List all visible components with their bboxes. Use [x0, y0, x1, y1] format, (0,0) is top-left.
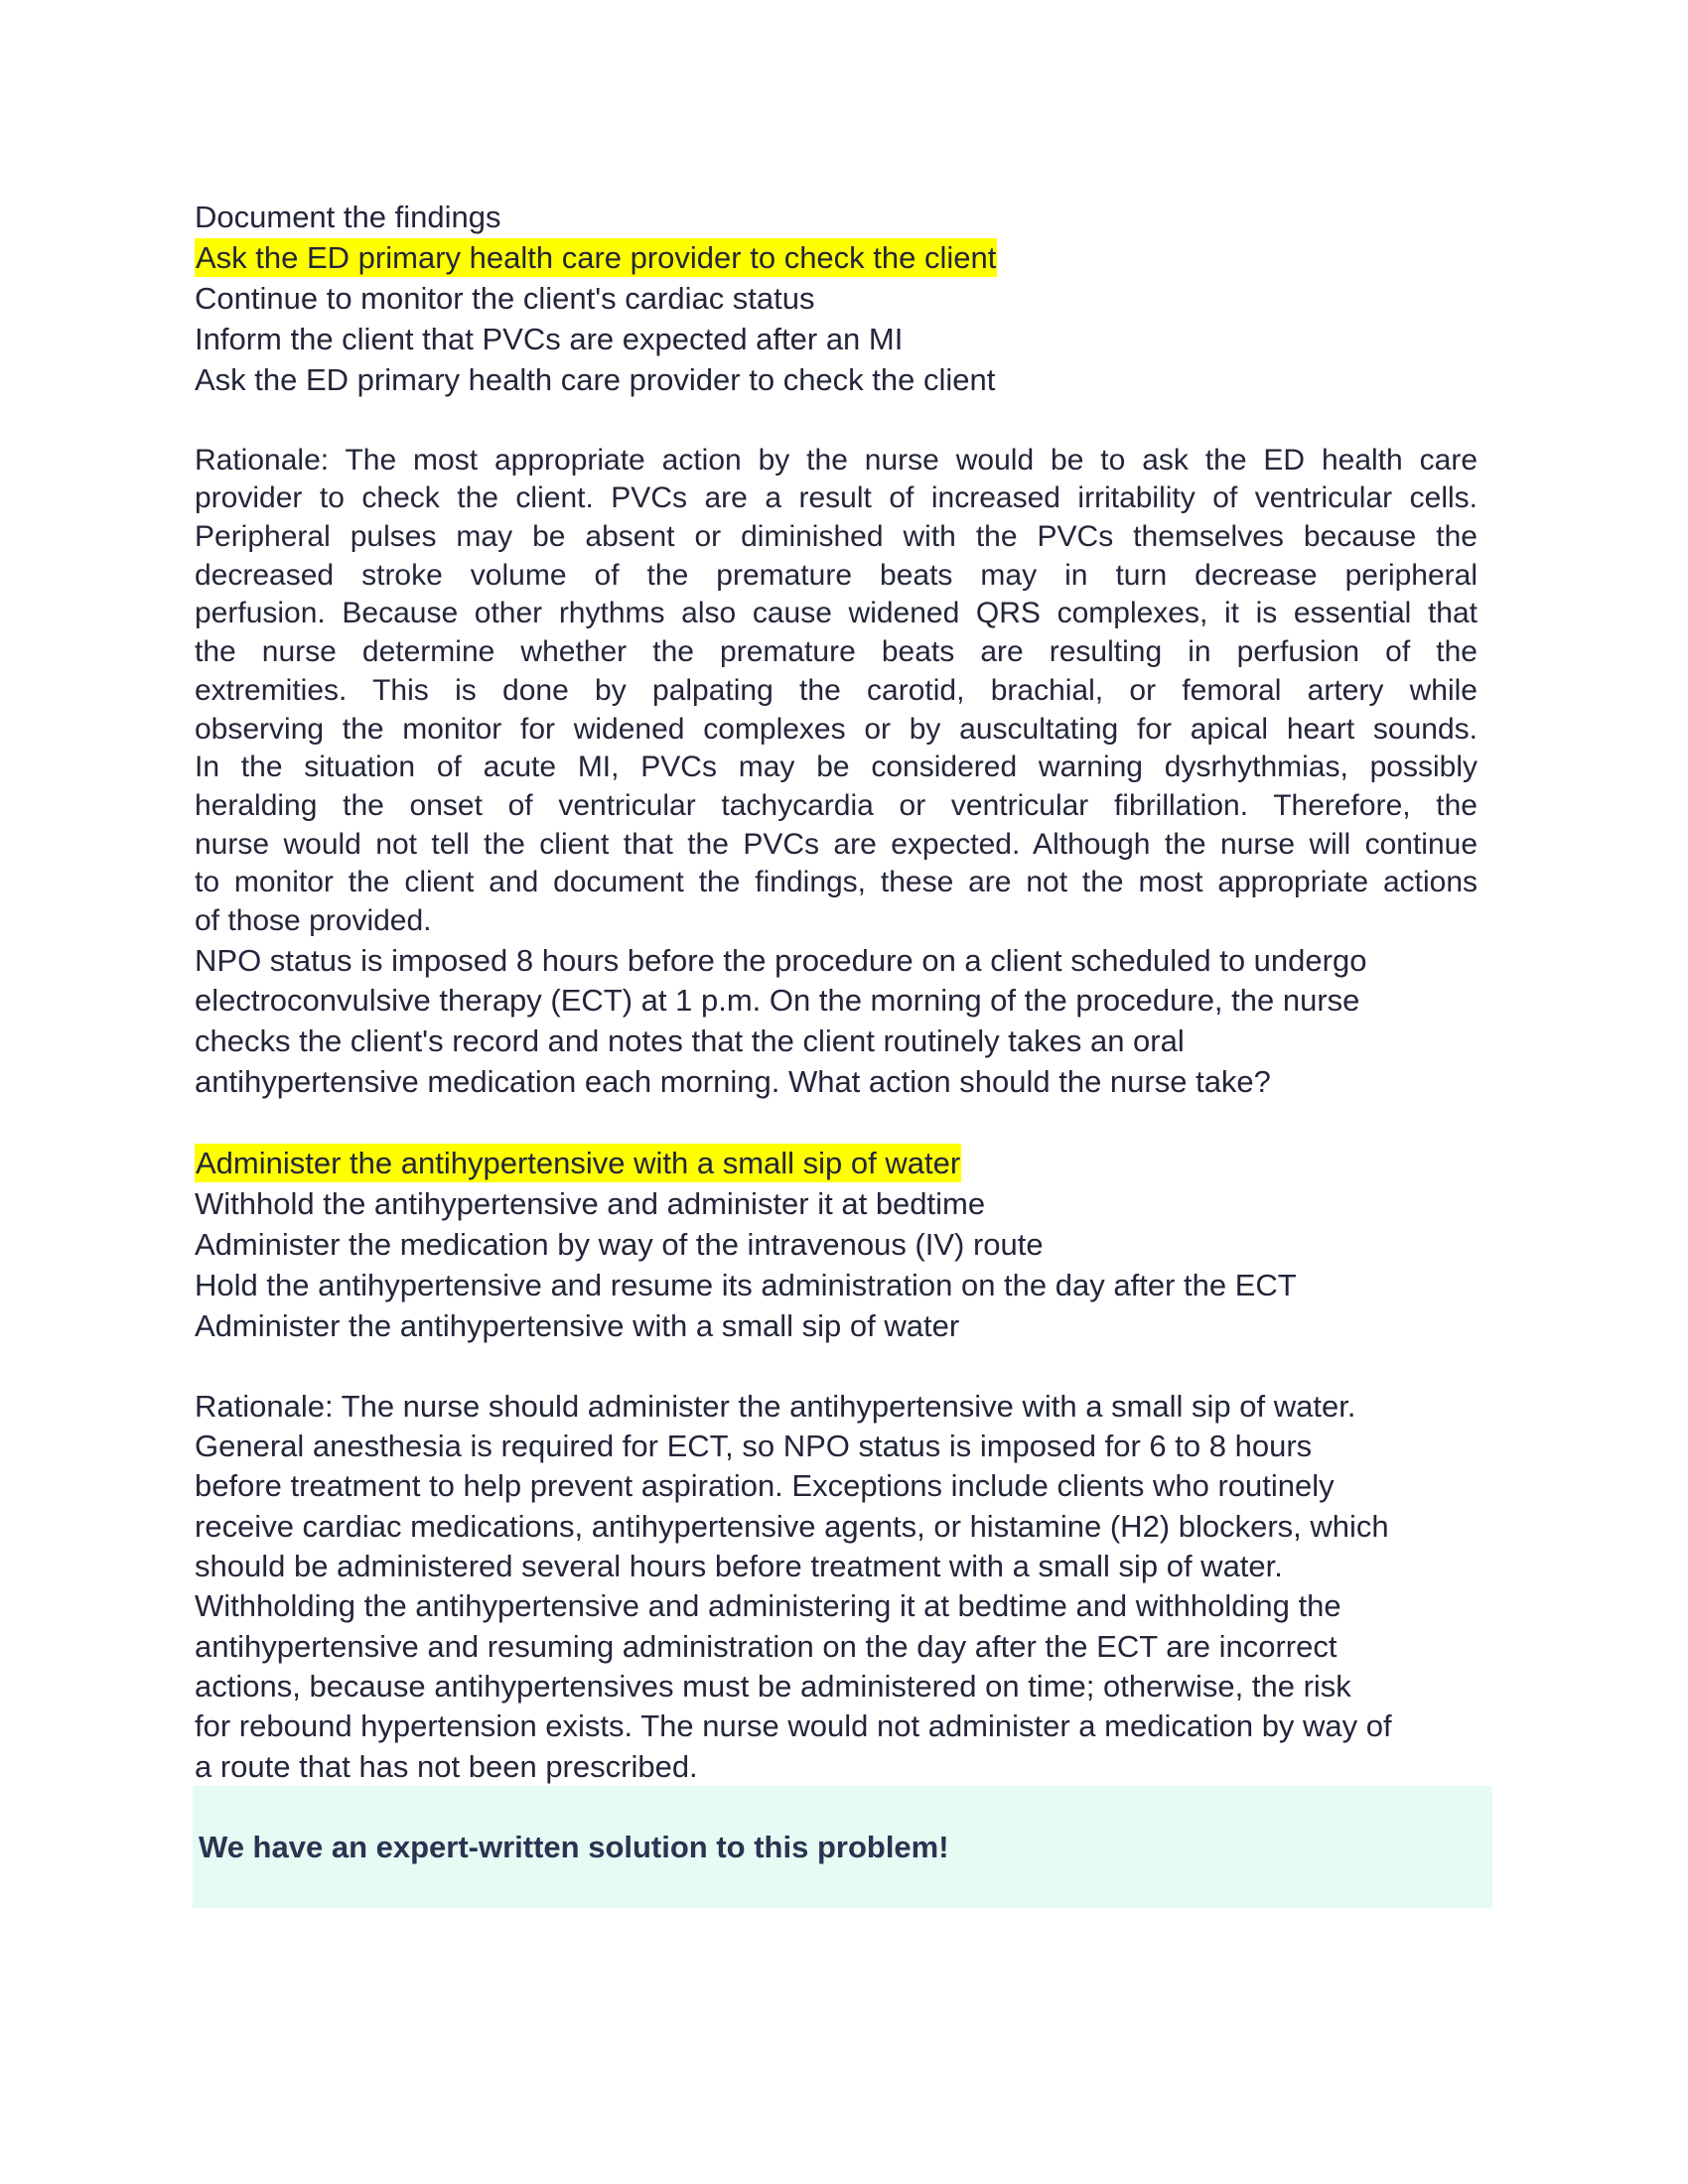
rationale-line-text: Rationale: The most appropriate action by the nurse would be to ask the ED health care	[195, 443, 1477, 477]
answer-option-text: Hold the antihypertensive and resume its administration on the day after the ECT	[195, 1267, 1297, 1302]
rationale-line	[195, 1747, 698, 1787]
question-line-text: electroconvulsive therapy (ECT) at 1 p.m. On the morning of the procedure, the nurse	[195, 983, 1360, 1019]
rationale-line	[195, 1427, 1312, 1466]
question-line	[195, 1022, 1185, 1062]
rationale-line-text: Rationale: The nurse should administer the antihypertensive with a small sip of water.	[195, 1388, 1356, 1424]
question-line-text: NPO status is imposed 8 hours before the procedure on a client scheduled to undergo	[195, 942, 1367, 978]
rationale-line-text: before treatment to help prevent aspiration. Exceptions include clients who routinely	[195, 1468, 1335, 1504]
question-line-text: antihypertensive medication each morning. What action should the nurse take?	[195, 1063, 1271, 1099]
rationale-line-text: should be administered several hours before treatment with a small sip of water.	[195, 1549, 1283, 1584]
rationale-line	[195, 787, 1477, 826]
rationale-line	[195, 1586, 1341, 1626]
answer-option-text: Administer the medication by way of the intravenous (IV) route	[195, 1226, 1044, 1262]
rationale-line-text: to monitor the client and document the findings, these are not the most appropriate actions	[195, 866, 1477, 899]
rationale-line-text: of those provided.	[195, 904, 432, 938]
rationale-line	[195, 633, 1477, 672]
expert-solution-text: We have an expert-written solution to this problem!	[199, 1830, 949, 1864]
answer-option	[195, 237, 997, 278]
rationale-line-text: Peripheral pulses may be absent or diminished with the PVCs themselves because the	[195, 520, 1477, 554]
question-line	[195, 1062, 1271, 1103]
answer-option	[195, 1183, 985, 1224]
rationale-line-text: Withholding the antihypertensive and administering it at bedtime and withholding the	[195, 1588, 1341, 1624]
rationale-line	[195, 749, 1477, 787]
answer-option-text: Withhold the antihypertensive and administer it at bedtime	[195, 1185, 986, 1221]
answer-option	[195, 1143, 961, 1183]
answer-option-text: Ask the ED primary health care provider to check the client	[195, 361, 996, 397]
answer-option-text: Document the findings	[195, 199, 501, 234]
rationale-line-text: provider to check the client. PVCs are a result of increased irritability of ventricular cells.	[195, 481, 1477, 515]
rationale-line-text: the nurse determine whether the premature beats are resulting in perfusion of the	[195, 635, 1477, 669]
rationale-line-text: General anesthesia is required for ECT, so NPO status is imposed for 6 to 8 hours	[195, 1429, 1313, 1464]
rationale-line	[195, 864, 1477, 902]
answer-option	[195, 359, 995, 400]
rationale-line	[195, 672, 1477, 711]
rationale-line-text: perfusion. Because other rhythms also cause widened QRS complexes, it is essential that	[195, 597, 1477, 630]
answer-option	[195, 319, 903, 359]
question-line	[195, 941, 1366, 982]
answer-option	[195, 1305, 959, 1346]
rationale-line-text: observing the monitor for widened complexes or by auscultating for apical heart sounds.	[195, 712, 1477, 746]
rationale-line	[195, 1627, 1336, 1667]
rationale-line	[195, 595, 1477, 633]
rationale-line-text: actions, because antihypertensives must be administered on time; otherwise, the risk	[195, 1668, 1351, 1704]
answer-option	[195, 1224, 1044, 1265]
question-line	[195, 981, 1359, 1022]
rationale-line-text: a route that has not been prescribed.	[195, 1748, 698, 1784]
rationale-line	[195, 1507, 1389, 1547]
answer-option-text: Continue to monitor the client's cardiac status	[195, 280, 815, 316]
rationale-line-text: receive cardiac medications, antihypertensive agents, or histamine (H2) blockers, which	[195, 1508, 1389, 1544]
rationale-line	[195, 902, 432, 941]
answer-option-text: Administer the antihypertensive with a small sip of water	[195, 1307, 960, 1343]
rationale-line-text: In the situation of acute MI, PVCs may be considered warning dysrhythmias, possibly	[195, 751, 1477, 784]
highlighted-answer: Ask the ED primary health care provider to check the client	[196, 239, 997, 275]
highlighted-answer: Administer the antihypertensive with a small sip of water	[196, 1145, 961, 1180]
rationale-line-text: for rebound hypertension exists. The nurse would not administer a medication by way of	[195, 1708, 1392, 1744]
rationale-line	[195, 711, 1477, 750]
rationale-line-text: nurse would not tell the client that the PVCs are expected. Although the nurse will continue	[195, 827, 1477, 861]
rationale-line	[195, 1706, 1392, 1746]
answer-option	[195, 278, 815, 319]
question-line-text: checks the client's record and notes that the client routinely takes an oral	[195, 1024, 1185, 1059]
rationale-line	[195, 1667, 1351, 1706]
rationale-line	[195, 1466, 1335, 1506]
rationale-line	[195, 1387, 1355, 1427]
expert-solution-banner[interactable]	[193, 1786, 1492, 1908]
rationale-line	[195, 442, 1477, 480]
rationale-line-text: extremities. This is done by palpating the carotid, brachial, or femoral artery while	[195, 673, 1477, 707]
answer-option-text: Inform the client that PVCs are expected after an MI	[195, 321, 904, 356]
rationale-line	[195, 518, 1477, 557]
rationale-line	[195, 826, 1477, 865]
answer-option	[195, 197, 500, 237]
rationale-line	[195, 479, 1477, 518]
rationale-line	[195, 557, 1477, 596]
rationale-line-text: heralding the onset of ventricular tachycardia or ventricular fibrillation. Therefore, the	[195, 788, 1477, 822]
rationale-line	[195, 1547, 1283, 1586]
rationale-line-text: antihypertensive and resuming administration on the day after the ECT are incorrect	[195, 1628, 1337, 1664]
answer-option	[195, 1265, 1297, 1305]
rationale-line-text: decreased stroke volume of the premature beats may in turn decrease peripheral	[195, 558, 1477, 592]
